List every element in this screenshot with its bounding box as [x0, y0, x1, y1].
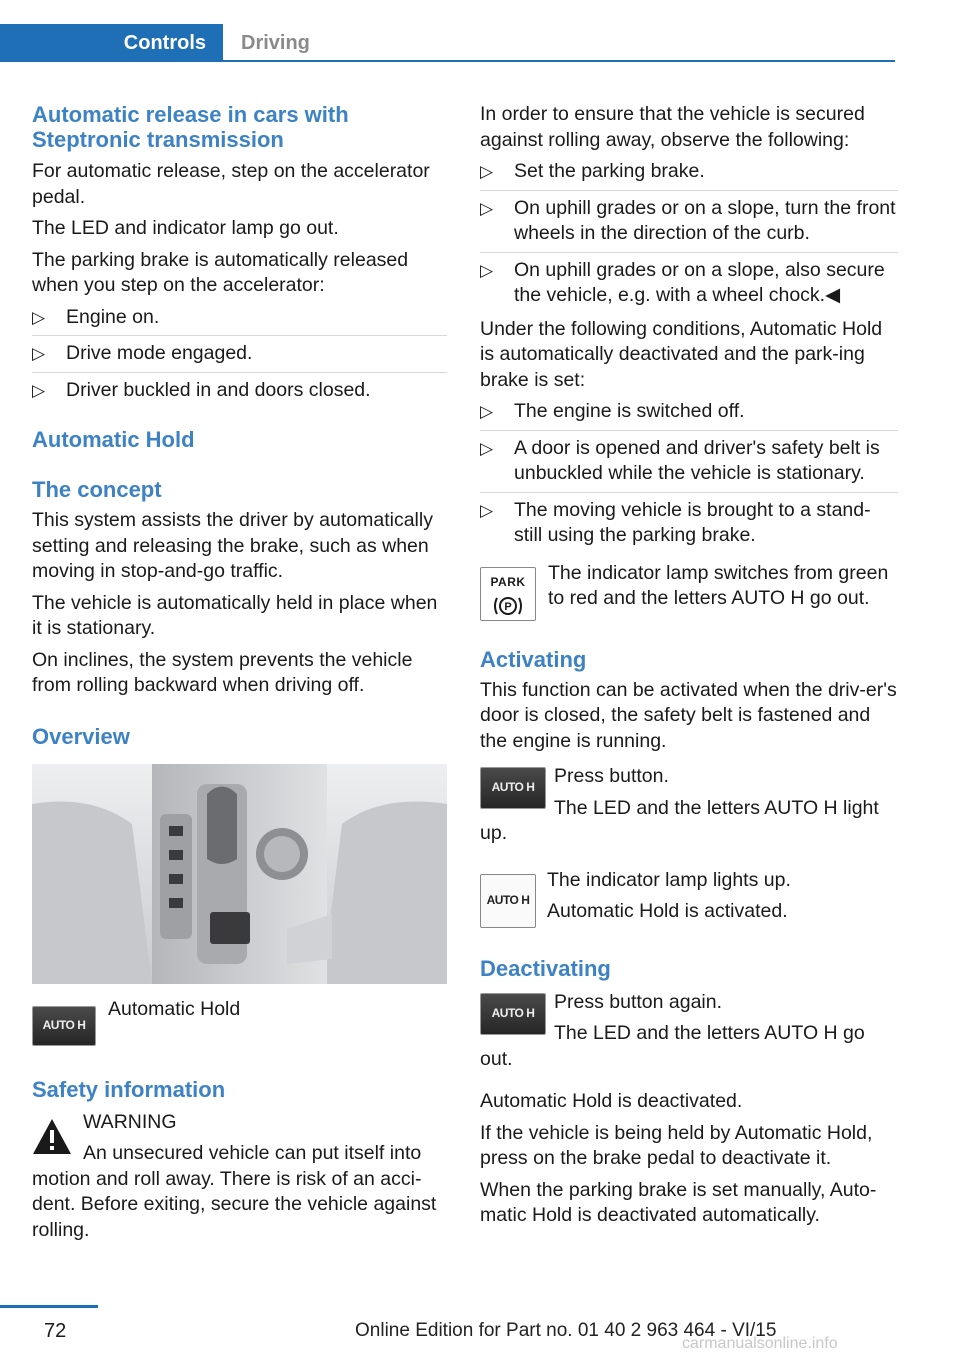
paragraph: This function can be activated when the driv-er's door is closed, the safety belt is fastened and the engine is running. [480, 678, 897, 752]
list-item [480, 498, 898, 549]
paragraph: Under the following conditions, Automatic Hold is automatically deactivated and the park-ing brake is set: [480, 317, 883, 391]
paragraph: In order to ensure that the vehicle is secured against rolling away, observe the following: [480, 103, 865, 151]
auto-h-indicator-icon [480, 874, 536, 928]
paragraph: This system assists the driver by automatically setting and releasing the brake, such as when moving in stop-and-go traffic. [32, 509, 433, 582]
auto-h-icon-text: AUTO H [491, 1005, 535, 1020]
parking-brake-symbol-icon [493, 595, 523, 617]
heading-concept: The concept [32, 477, 162, 502]
warning-block [32, 1110, 447, 1244]
divider [480, 492, 898, 493]
list-item-text: On uphill grades or on a slope, turn the front wheels in the direction of the curb. [514, 196, 896, 244]
bullet-triangle-icon: ▷ [480, 500, 494, 520]
page-number: 72 [44, 1320, 67, 1342]
list-item-text: A door is opened and driver's safety belt is unbuckled while the vehicle is stationary. [514, 436, 880, 484]
footer-rule [0, 1305, 98, 1308]
bullet-triangle-icon: ▷ [32, 344, 46, 363]
bullet-triangle-icon: ▷ [480, 402, 494, 421]
center-console-image [32, 764, 447, 984]
auto-h-button-icon [32, 1006, 96, 1046]
release-conditions-list [32, 305, 447, 404]
paragraph: When the parking brake is set manually, Auto-matic Hold is deactivated automatically. [480, 1178, 877, 1226]
list-item [32, 305, 447, 331]
bullet-triangle-icon: ▷ [32, 307, 46, 327]
heading-activating: Activating [480, 646, 587, 672]
heading-deactivating: Deactivating [480, 955, 611, 981]
tab-controls-label: Controls [123, 31, 206, 54]
auto-h-button-icon [480, 993, 546, 1035]
paragraph: Automatic Hold is deactivated. [480, 1090, 743, 1112]
list-item-text: The engine is switched off. [514, 400, 745, 422]
bullet-triangle-icon: ▷ [32, 380, 46, 400]
divider [32, 372, 447, 373]
list-item-text: Engine on. [66, 305, 160, 328]
paragraph: The LED and indicator lamp go out. [32, 217, 339, 239]
warning-text-content: An unsecured vehicle can put itself into motion and roll away. There is risk of an acci-dent. Before exiting, secure the vehicle against rolling. [32, 1142, 437, 1241]
led-go-out-content: The LED and the letters AUTO H go out. [480, 1022, 865, 1070]
list-item [480, 258, 898, 309]
bullet-triangle-icon: ▷ [480, 260, 494, 280]
heading-safety-information: Safety information [32, 1076, 226, 1102]
auto-h-icon-text: AUTO H [491, 780, 535, 795]
list-item [480, 159, 898, 185]
deactivate-step [480, 990, 898, 1073]
divider [480, 430, 898, 431]
svg-text:P: P [504, 601, 512, 614]
lamp-lights-text: The indicator lamp lights up. [547, 868, 791, 891]
activate-step [480, 764, 898, 847]
tab-driving[interactable] [241, 24, 310, 62]
auto-h-caption-row [32, 997, 447, 1046]
divider [480, 252, 898, 253]
list-item [480, 196, 898, 247]
list-item [32, 378, 447, 404]
paragraph: If the vehicle is being held by Automatic Hold, press on the brake pedal to deactivate it. [480, 1121, 873, 1169]
tab-driving-label: Driving [241, 31, 310, 54]
divider [32, 335, 447, 336]
led-light-up-content: The LED and the letters AUTO H light up. [480, 796, 879, 844]
bullet-triangle-icon: ▷ [480, 198, 494, 218]
deactivation-conditions-list [480, 399, 898, 549]
auto-h-button-icon [480, 767, 546, 809]
paragraph: The parking brake is automatically released when you step on the accelerator: [32, 248, 409, 296]
chapter-header [0, 24, 895, 62]
tab-controls[interactable] [0, 24, 223, 62]
list-item-text: Set the parking brake. [514, 160, 705, 182]
console-illustration [32, 764, 447, 984]
left-column [32, 102, 447, 1243]
edition-text: Online Edition for Part no. 01 40 2 963 464 - VI/15 [355, 1320, 777, 1341]
auto-h-icon-text: AUTO H [486, 892, 530, 907]
paragraph: For automatic release, step on the accelerator pedal. [32, 160, 430, 208]
caption-automatic-hold: Automatic Hold [108, 997, 241, 1020]
warning-triangle-icon [32, 1118, 72, 1155]
heading-automatic-release: Automatic release in cars with Steptronic transmission [32, 102, 349, 152]
list-item [480, 399, 898, 425]
indicator-lamp-step [480, 868, 898, 928]
park-indicator-icon [480, 567, 536, 621]
warning-title: WARNING [83, 1110, 177, 1133]
park-note-row [480, 561, 898, 621]
list-item-text: The moving vehicle is brought to a stand-still using the parking brake. [514, 498, 871, 546]
list-item [32, 341, 447, 367]
list-item-text: Driver buckled in and doors closed. [66, 378, 371, 401]
list-item-text: On uphill grades or on a slope, also secure the vehicle, e.g. with a wheel chock.◀ [514, 258, 885, 306]
heading-automatic-hold: Automatic Hold [32, 427, 195, 452]
watermark: carmanualsonline.info [682, 1335, 838, 1352]
bullet-triangle-icon: ▷ [480, 162, 494, 181]
park-icon-label: PARK [490, 574, 526, 589]
secure-vehicle-list [480, 159, 898, 309]
paragraph: The vehicle is automatically held in place when it is stationary. [32, 591, 438, 639]
divider [480, 190, 898, 191]
press-again-text: Press button again. [554, 990, 723, 1013]
press-button-text: Press button. [554, 765, 669, 787]
activated-text: Automatic Hold is activated. [547, 900, 788, 922]
list-item-text: Drive mode engaged. [66, 342, 253, 364]
warning-text [32, 1141, 447, 1243]
park-note-text: The indicator lamp switches from green to red and the letters AUTO H go out. [548, 561, 889, 609]
heading-overview: Overview [32, 723, 130, 749]
bullet-triangle-icon: ▷ [480, 438, 494, 458]
list-item [480, 436, 898, 487]
auto-h-icon-text: AUTO H [42, 1017, 86, 1032]
right-column [480, 102, 898, 1235]
paragraph: On inclines, the system prevents the vehicle from rolling backward when driving off. [32, 648, 413, 696]
